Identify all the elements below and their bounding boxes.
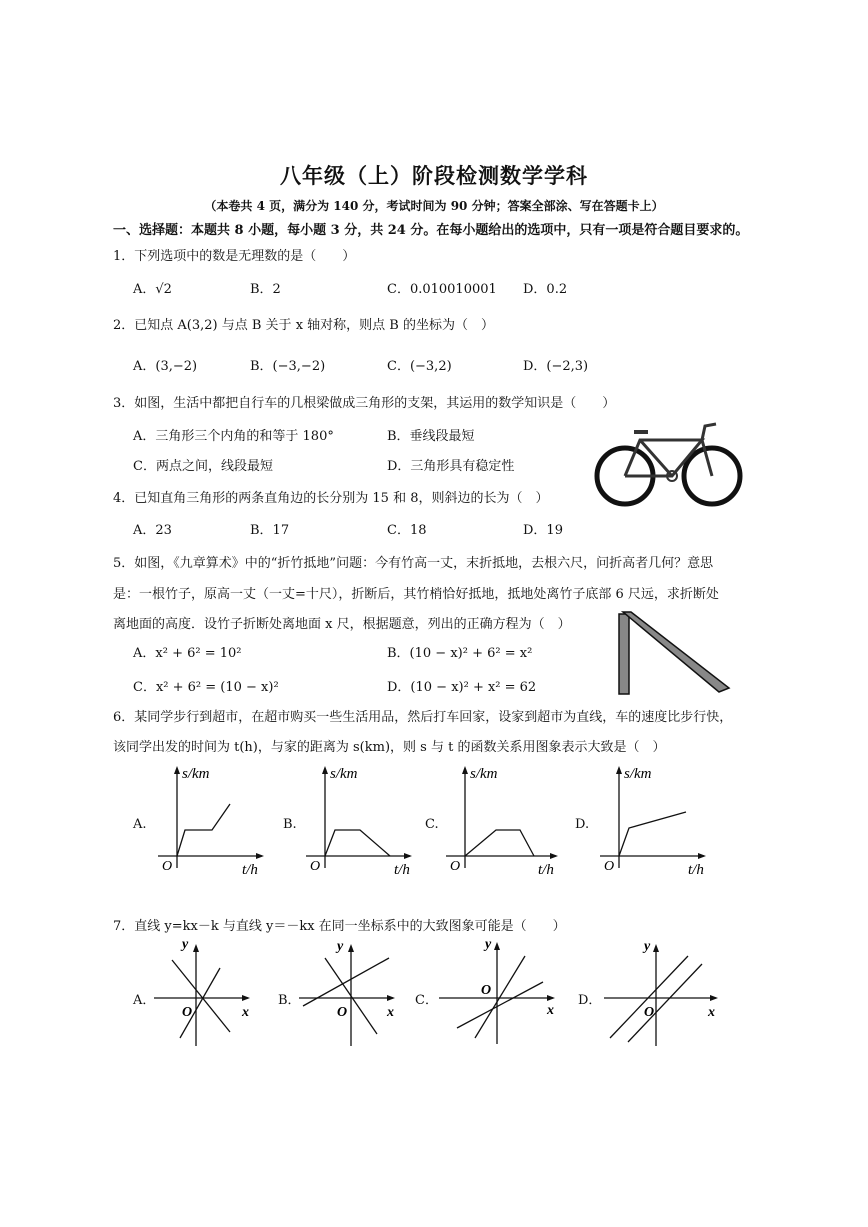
section-heading: 一、选择题：本题共 8 小题，每小题 3 分，共 24 分。在每小题给出的选项中，只有一项是符合题目要求的。 [113, 223, 749, 238]
q3-option-d: D．三角形具有稳定性 [387, 459, 515, 474]
q3-option-c: C．两点之间，线段最短 [133, 459, 273, 474]
page-title: 八年级（上）阶段检测数学学科 [280, 163, 588, 188]
q7-option-b: B． [278, 993, 301, 1008]
q6-option-a: A. [133, 817, 147, 832]
q6-graph-a [150, 758, 270, 880]
q6a-y-label: s/km [182, 766, 210, 782]
q4-option-a: A．23 [133, 523, 172, 538]
q7b-x-label: x [387, 1005, 394, 1020]
q7b-y-label: y [337, 939, 344, 954]
q7c-y-label: y [485, 937, 492, 952]
q6d-x-label: t/h [688, 862, 704, 878]
q6-option-d: D. [575, 817, 590, 832]
q6c-x-label: t/h [538, 862, 554, 878]
q2-option-a: A．(3,−2) [133, 359, 198, 374]
q4-option-c: C．18 [387, 523, 427, 538]
q1-option-c: C．0.010010001 [387, 282, 497, 297]
q7d-origin: O [644, 1005, 655, 1020]
q3-option-a: A．三角形三个内角的和等于 180° [133, 429, 334, 444]
q6-graph-c [438, 758, 566, 880]
q6-graph-b [298, 758, 420, 880]
question-5-line-2: 是：一根竹子，原高一丈（一丈=十尺），折断后，其竹梢恰好抵地，抵地处离竹子底部 6 尺远，求折断处 [113, 587, 719, 602]
q6a-x-label: t/h [242, 862, 258, 878]
q5-option-b: B．(10 − x)² + 6² = x² [387, 646, 533, 661]
question-1-stem: 1．下列选项中的数是无理数的是（ ） [113, 249, 356, 264]
q5-option-c: C．x² + 6² = (10 − x)² [133, 680, 279, 695]
q7c-x-label: x [547, 1003, 554, 1018]
question-6-line-2: 该同学出发的时间为 t(h)，与家的距离为 s(km)，则 s 与 t 的函数关系用图象表示大致是（ ） [113, 740, 666, 755]
q2-option-d: D．(−2,3) [523, 359, 589, 374]
q7-option-a: A． [133, 993, 156, 1008]
q7-graph-a [150, 938, 262, 1050]
q7-option-d: D． [578, 993, 602, 1008]
q5-option-a: A．x² + 6² = 10² [133, 646, 242, 661]
q6d-y-label: s/km [624, 766, 652, 782]
exam-info: （本卷共 4 页，满分为 140 分，考试时间为 90 分钟；答案全部涂、写在答题卡上） [204, 199, 664, 213]
question-5-line-1: 5．如图，《九章算术》中的“折竹抵地”问题：今有竹高一丈，末折抵地，去根六尺，问折高者几何？意思 [113, 556, 714, 571]
q6c-origin: O [450, 859, 461, 874]
q6a-origin: O [162, 859, 173, 874]
q7-graph-b [295, 938, 407, 1050]
q1-option-b: B．2 [250, 282, 281, 297]
q7a-origin: O [182, 1005, 193, 1020]
q6d-origin: O [604, 859, 615, 874]
question-5-line-3: 离地面的高度．设竹子折断处离地面 x 尺，根据题意，列出的正确方程为（ ） [113, 617, 571, 632]
q6-option-b: B. [283, 817, 297, 832]
question-6-line-1: 6．某同学步行到超市，在超市购买一些生活用品，然后打车回家，设家到超市为直线，车的速度比步行快， [113, 710, 733, 725]
q5-option-d: D．(10 − x)² + x² = 62 [387, 680, 537, 695]
q7b-origin: O [337, 1005, 348, 1020]
q1-option-d: D．0.2 [523, 282, 568, 297]
q6b-x-label: t/h [394, 862, 410, 878]
q7d-y-label: y [644, 939, 651, 954]
question-2-stem: 2．已知点 A(3,2) 与点 B 关于 x 轴对称，则点 B 的坐标为（ ） [113, 318, 494, 333]
q6b-y-label: s/km [330, 766, 358, 782]
q7-option-c: C． [415, 993, 438, 1008]
q7-graph-c [435, 934, 560, 1050]
q7a-x-label: x [242, 1005, 249, 1020]
q1-option-a: A．√2 [133, 282, 172, 297]
question-3-stem: 3．如图，生活中都把自行车的几根梁做成三角形的支架，其运用的数学知识是（ ） [113, 396, 616, 411]
q7a-y-label: y [182, 938, 189, 952]
q6b-origin: O [310, 859, 321, 874]
q6-graph-d [592, 758, 716, 880]
q2-option-b: B．(−3,−2) [250, 359, 326, 374]
bamboo-figure [615, 608, 735, 696]
q6-option-c: C. [425, 817, 439, 832]
q7d-x-label: x [708, 1005, 715, 1020]
q2-option-c: C．(−3,2) [387, 359, 452, 374]
bicycle-figure [590, 418, 750, 513]
q6c-y-label: s/km [470, 766, 498, 782]
q7c-origin: O [481, 983, 492, 998]
q4-option-b: B．17 [250, 523, 290, 538]
q7-graph-d [600, 938, 725, 1050]
question-4-stem: 4．已知直角三角形的两条直角边的长分别为 15 和 8，则斜边的长为（ ） [113, 491, 549, 506]
q3-option-b: B．垂线段最短 [387, 429, 475, 444]
q4-option-d: D．19 [523, 523, 563, 538]
question-7-stem: 7．直线 y=kx－k 与直线 y＝－kx 在同一坐标系中的大致图象可能是（ ） [113, 919, 566, 934]
